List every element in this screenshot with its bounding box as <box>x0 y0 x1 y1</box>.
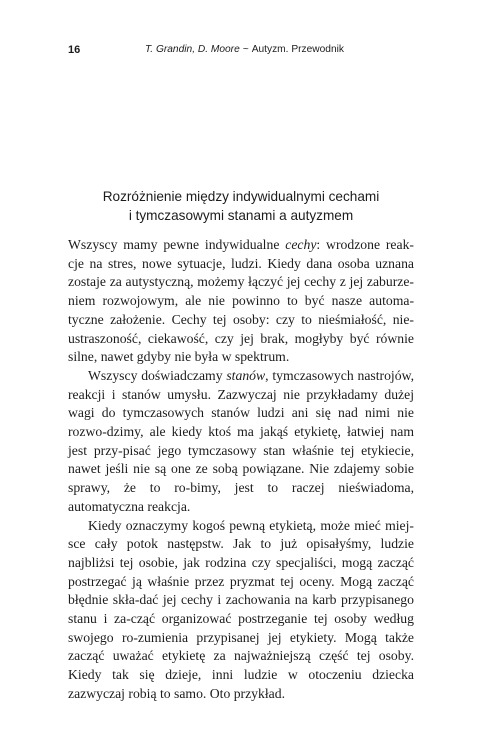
body-text <box>68 236 414 704</box>
paragraph-1 <box>68 236 414 367</box>
page-number: 16 <box>68 44 81 56</box>
section-title-line-2: i tymczasowymi stanami a autyzmem <box>128 208 354 223</box>
paragraph-2-emphasis: stanów <box>226 367 266 383</box>
running-head <box>145 42 344 58</box>
section-title <box>68 187 414 225</box>
paragraph-1-emphasis: cechy <box>285 237 317 252</box>
paragraph-1-rest: : wrodzone reak-cje na stres, nowe sytuacje, ludzi. Kiedy dana osoba uznana zostaje za autystyczną, możemy łączyć jej cechy z jej zaburze-niem rozwojowym, ale nie powinno to być nasze automa-tyczne założenie. Cechy tej osoby: czy to nieśmiałość, nie-ustraszoność, ciekawość, czy jej brak, mogłyby być równie silne, nawet gdyby nie była w spektrum. <box>68 237 414 365</box>
paragraph-2-rest: , tymczasowych nastrojów, reakcji i stanów umysłu. Zazwyczaj nie przykładamy dużej wagi do tymczasowych stanów ludzi ani się nad nimi nie rozwo-dzimy, ale kiedy ktoś ma jakąś etykietę, łatwiej nam jest przy-pisać jego tymczasowy stan właśnie tej etykiecie, nawet jeśli nie są one ze sobą powiązane. Nie zdajemy sobie sprawy, że to ro-bimy, jest to raczej nieświadoma, automatyczna reakcja. <box>68 367 414 514</box>
paragraph-3: Kiedy oznaczymy kogoś pewną etykietą, może mieć miej-sce cały potok następstw. Jak to już opisałyśmy, ludzie najbliżsi tej osobie, jak rodzina czy specjaliści, mogą zacząć postrzegać ją właśnie przez pryzmat tej oceny. Mogą zacząć błędnie skła-dać jej cechy i zachowania na karb przypisanego stanu i za-cząć organizować postrzeganie tej osoby według swojego ro-zumienia przypisanej jej etykiety. Mogą także zacząć uważać etykietę za najważniejszą część tej osoby. Kiedy tak się dzieje, inni ludzie w otoczeniu dziecka zazwyczaj robią to samo. Oto przykład. <box>68 517 414 701</box>
section-title-line-1: Rozróżnienie między indywidualnymi cechami <box>102 189 380 204</box>
paragraph-2 <box>68 367 414 517</box>
paragraph-1-lead: Wszyscy mamy pewne indywidualne <box>68 237 286 252</box>
running-head-separator: ~ <box>242 44 249 55</box>
paragraph-2-lead: Wszyscy doświadczamy <box>88 367 227 383</box>
running-head-authors: T. Grandin, D. Moore <box>145 44 240 55</box>
running-head-book-title: Autyzm. Przewodnik <box>251 44 344 55</box>
page-header <box>68 42 414 58</box>
